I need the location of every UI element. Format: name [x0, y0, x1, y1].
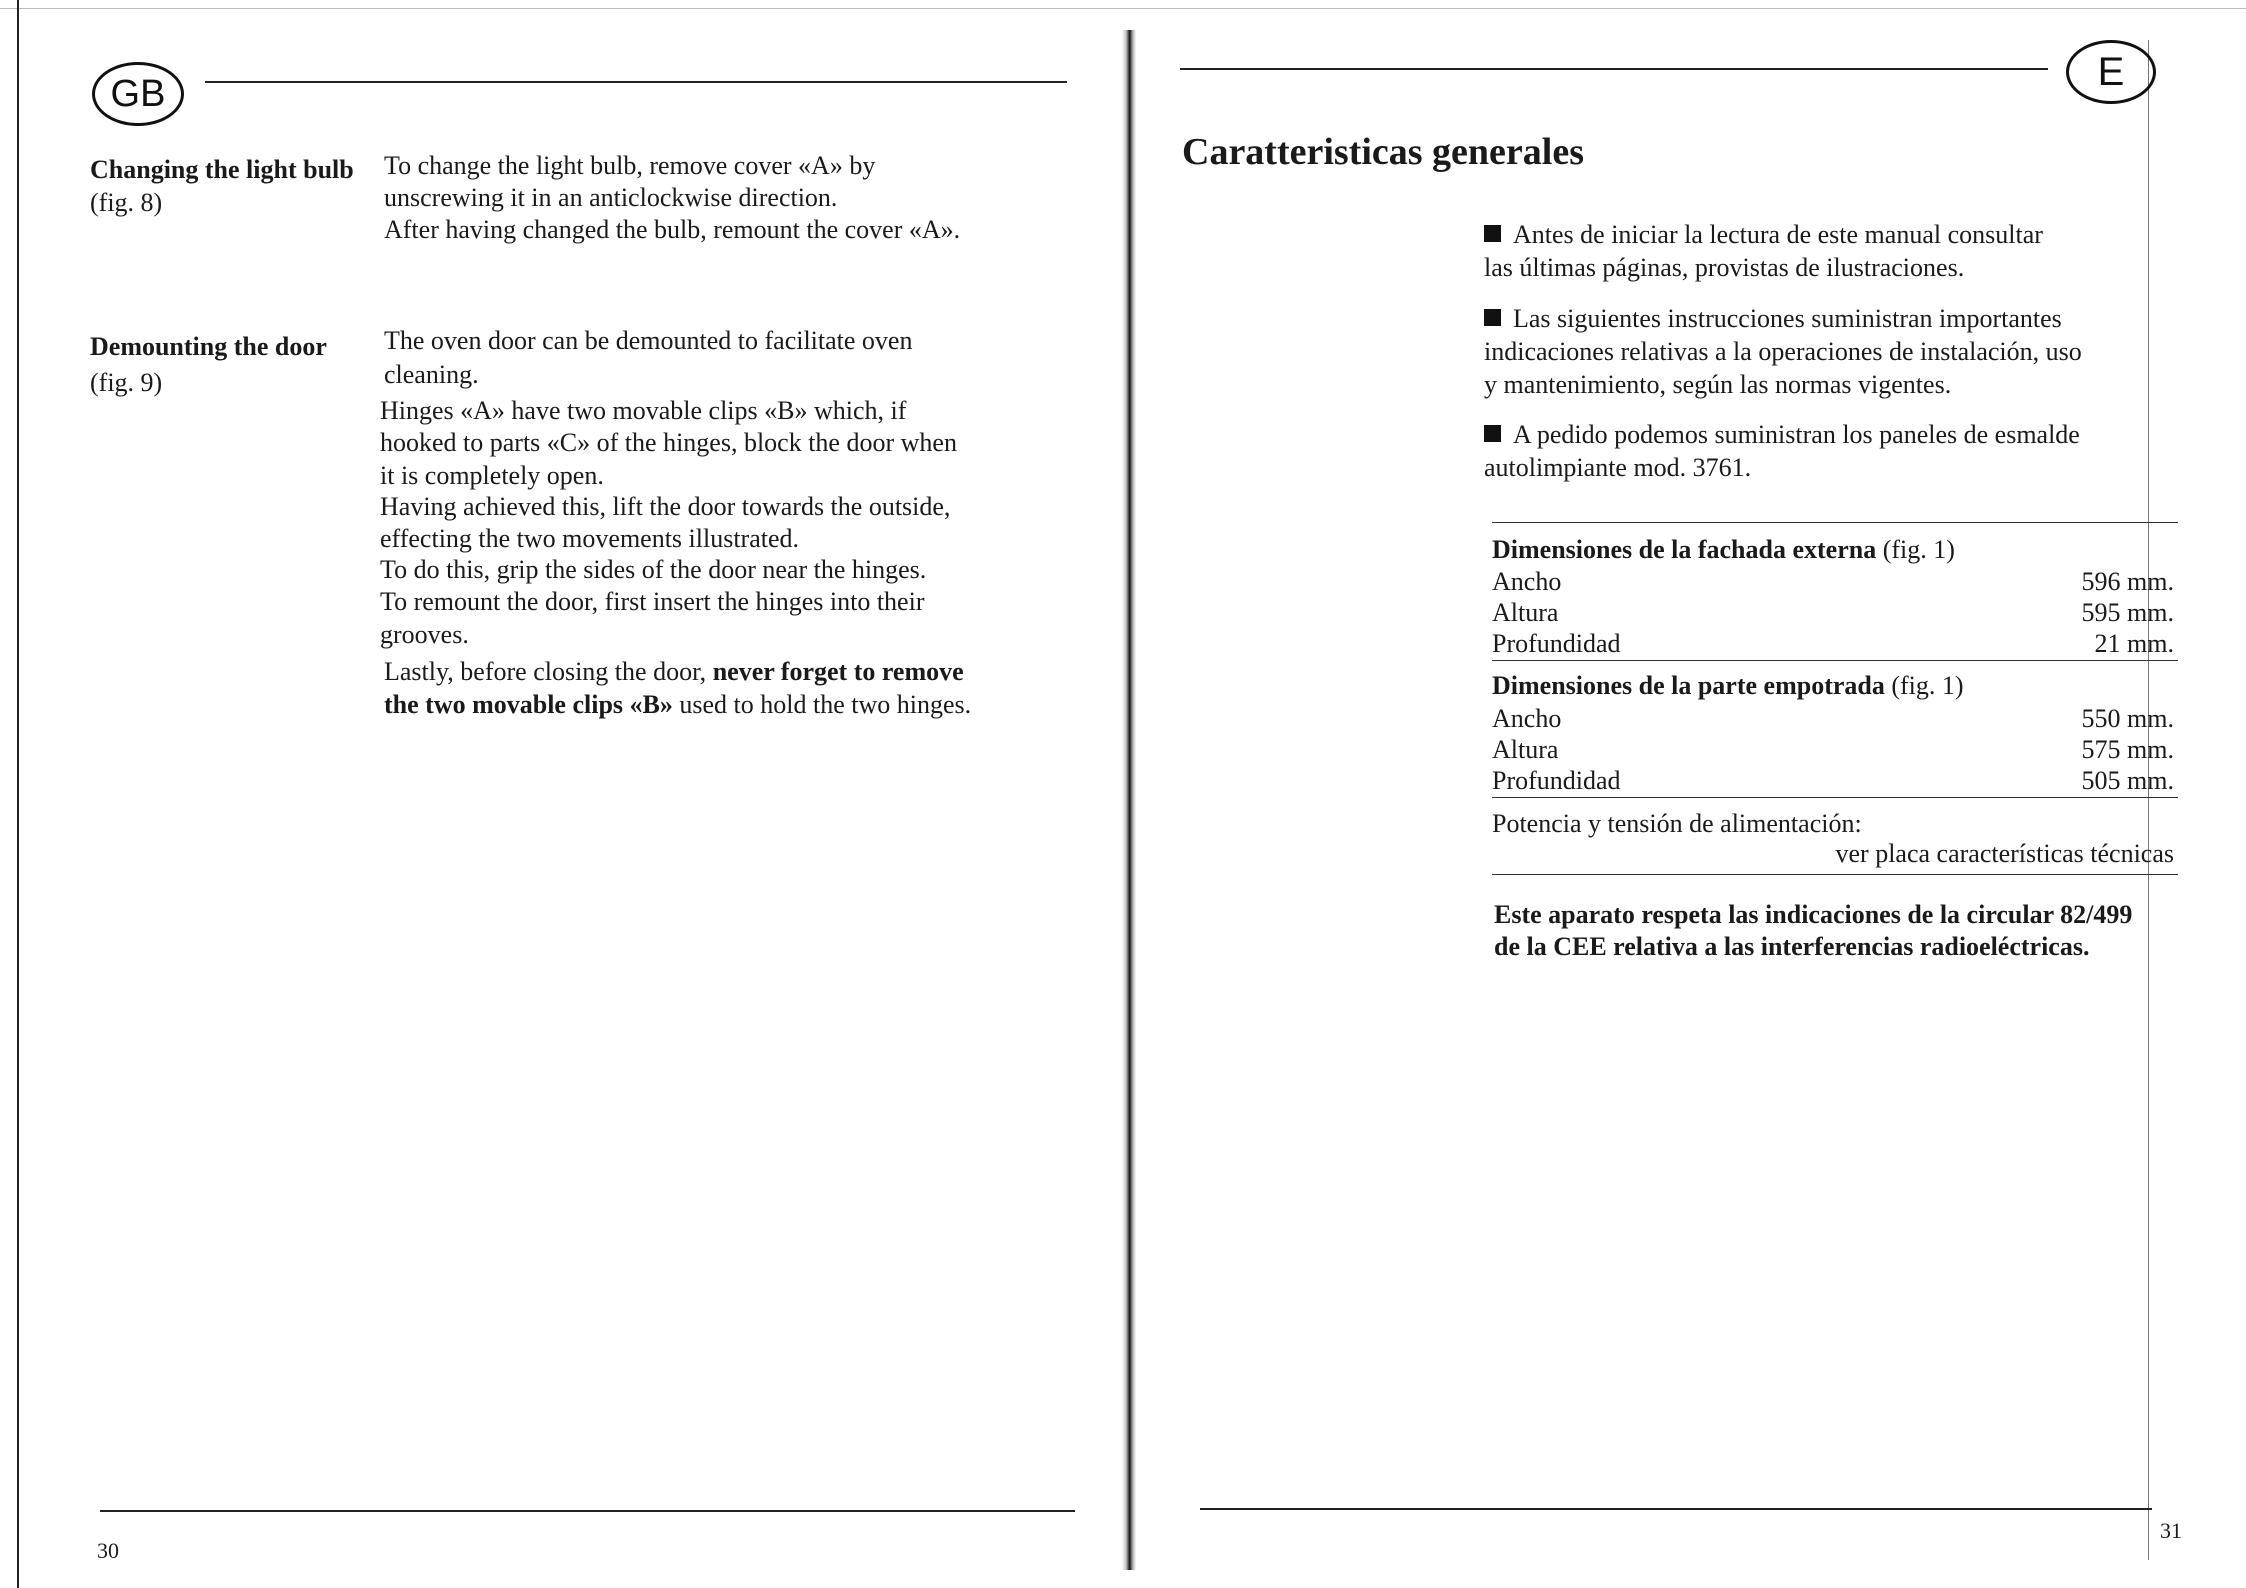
body-line: Hinges «A» have two movable clips «B» which, if	[380, 396, 907, 425]
spec-divider	[1492, 797, 2178, 798]
book-gutter	[1122, 30, 1136, 1570]
scan-top-edge	[0, 8, 2246, 9]
spec-table-top-rule	[1492, 522, 2178, 523]
page-number-left: 30	[97, 1538, 119, 1563]
body-line: To change the light bulb, remove cover «A» by	[384, 151, 876, 180]
section-figure-ref: (fig. 9)	[90, 368, 163, 397]
section-figure-ref: (fig. 8)	[90, 188, 163, 217]
bullet-item: Antes de iniciar la lectura de este manual consultar las últimas páginas, provistas de ilustraciones.	[1484, 220, 2043, 282]
header-rule	[205, 81, 1067, 83]
bullet-square-icon	[1484, 309, 1501, 326]
body-line: To remount the door, first insert the hinges into their	[380, 587, 925, 616]
body-line: hooked to parts «C» of the hinges, block the door when	[380, 428, 957, 457]
section-label-demounting-door: Demounting the door	[90, 332, 327, 361]
warning-line: Lastly, before closing the door, never forget to remove	[384, 657, 964, 686]
bullet-item: A pedido podemos suministran los paneles de esmalde autolimpiante mod. 3761.	[1484, 420, 2080, 482]
body-line: Having achieved this, lift the door towards the outside,	[380, 492, 951, 521]
body-line: it is completely open.	[380, 461, 604, 490]
spec-row: Profundidad 505 mm.	[1492, 766, 2174, 795]
footer-rule	[1200, 1508, 2152, 1510]
language-badge-e: E	[2066, 40, 2156, 104]
language-badge-gb: GB	[92, 62, 184, 126]
spec-power-label: Potencia y tensión de alimentación:	[1492, 809, 1862, 838]
warning-line: the two movable clips «B» used to hold the two hinges.	[384, 690, 972, 719]
spec-divider	[1492, 660, 2178, 661]
spec-heading-built-in: Dimensiones de la parte empotrada (fig. 1)	[1492, 671, 1964, 700]
body-line: The oven door can be demounted to facilitate oven	[384, 326, 913, 355]
footer-rule	[100, 1510, 1075, 1512]
header-rule	[1180, 68, 2048, 70]
spec-heading-facade: Dimensiones de la fachada externa (fig. 1)	[1492, 535, 1955, 564]
page-number-right: 31	[2160, 1518, 2182, 1543]
body-line: effecting the two movements illustrated.	[380, 524, 800, 553]
body-line: unscrewing it in an anticlockwise direction.	[384, 183, 838, 212]
spec-row: Altura 575 mm.	[1492, 735, 2174, 764]
bullet-square-icon	[1484, 425, 1501, 442]
scan-left-edge	[17, 0, 19, 1588]
spec-row: Altura 595 mm.	[1492, 598, 2174, 627]
bullet-square-icon	[1484, 225, 1501, 242]
bullet-item: Las siguientes instrucciones suministran importantes indicaciones relativas a la operaciones de instalación, uso y mantenimiento, según las normas vigentes.	[1484, 304, 2082, 399]
spec-table-bottom-rule	[1492, 874, 2178, 875]
spec-row: Profundidad 21 mm.	[1492, 629, 2174, 658]
notice-line: de la CEE relativa a las interferencias radioeléctricas.	[1494, 932, 2090, 961]
scan-right-margin-line	[2148, 40, 2149, 1560]
spec-row: Ancho 596 mm.	[1492, 567, 2174, 596]
body-line: cleaning.	[384, 360, 479, 389]
page-title: Caratteristicas generales	[1182, 131, 1585, 173]
spec-row: Ancho 550 mm.	[1492, 704, 2174, 733]
spec-power-value: ver placa características técnicas	[1835, 839, 2174, 868]
body-line: To do this, grip the sides of the door near the hinges.	[380, 555, 927, 584]
section-label-light-bulb: Changing the light bulb	[90, 155, 354, 184]
notice-line: Este aparato respeta las indicaciones de la circular 82/499	[1494, 900, 2133, 929]
body-line: grooves.	[380, 620, 469, 649]
body-line: After having changed the bulb, remount the cover «A».	[384, 215, 961, 244]
